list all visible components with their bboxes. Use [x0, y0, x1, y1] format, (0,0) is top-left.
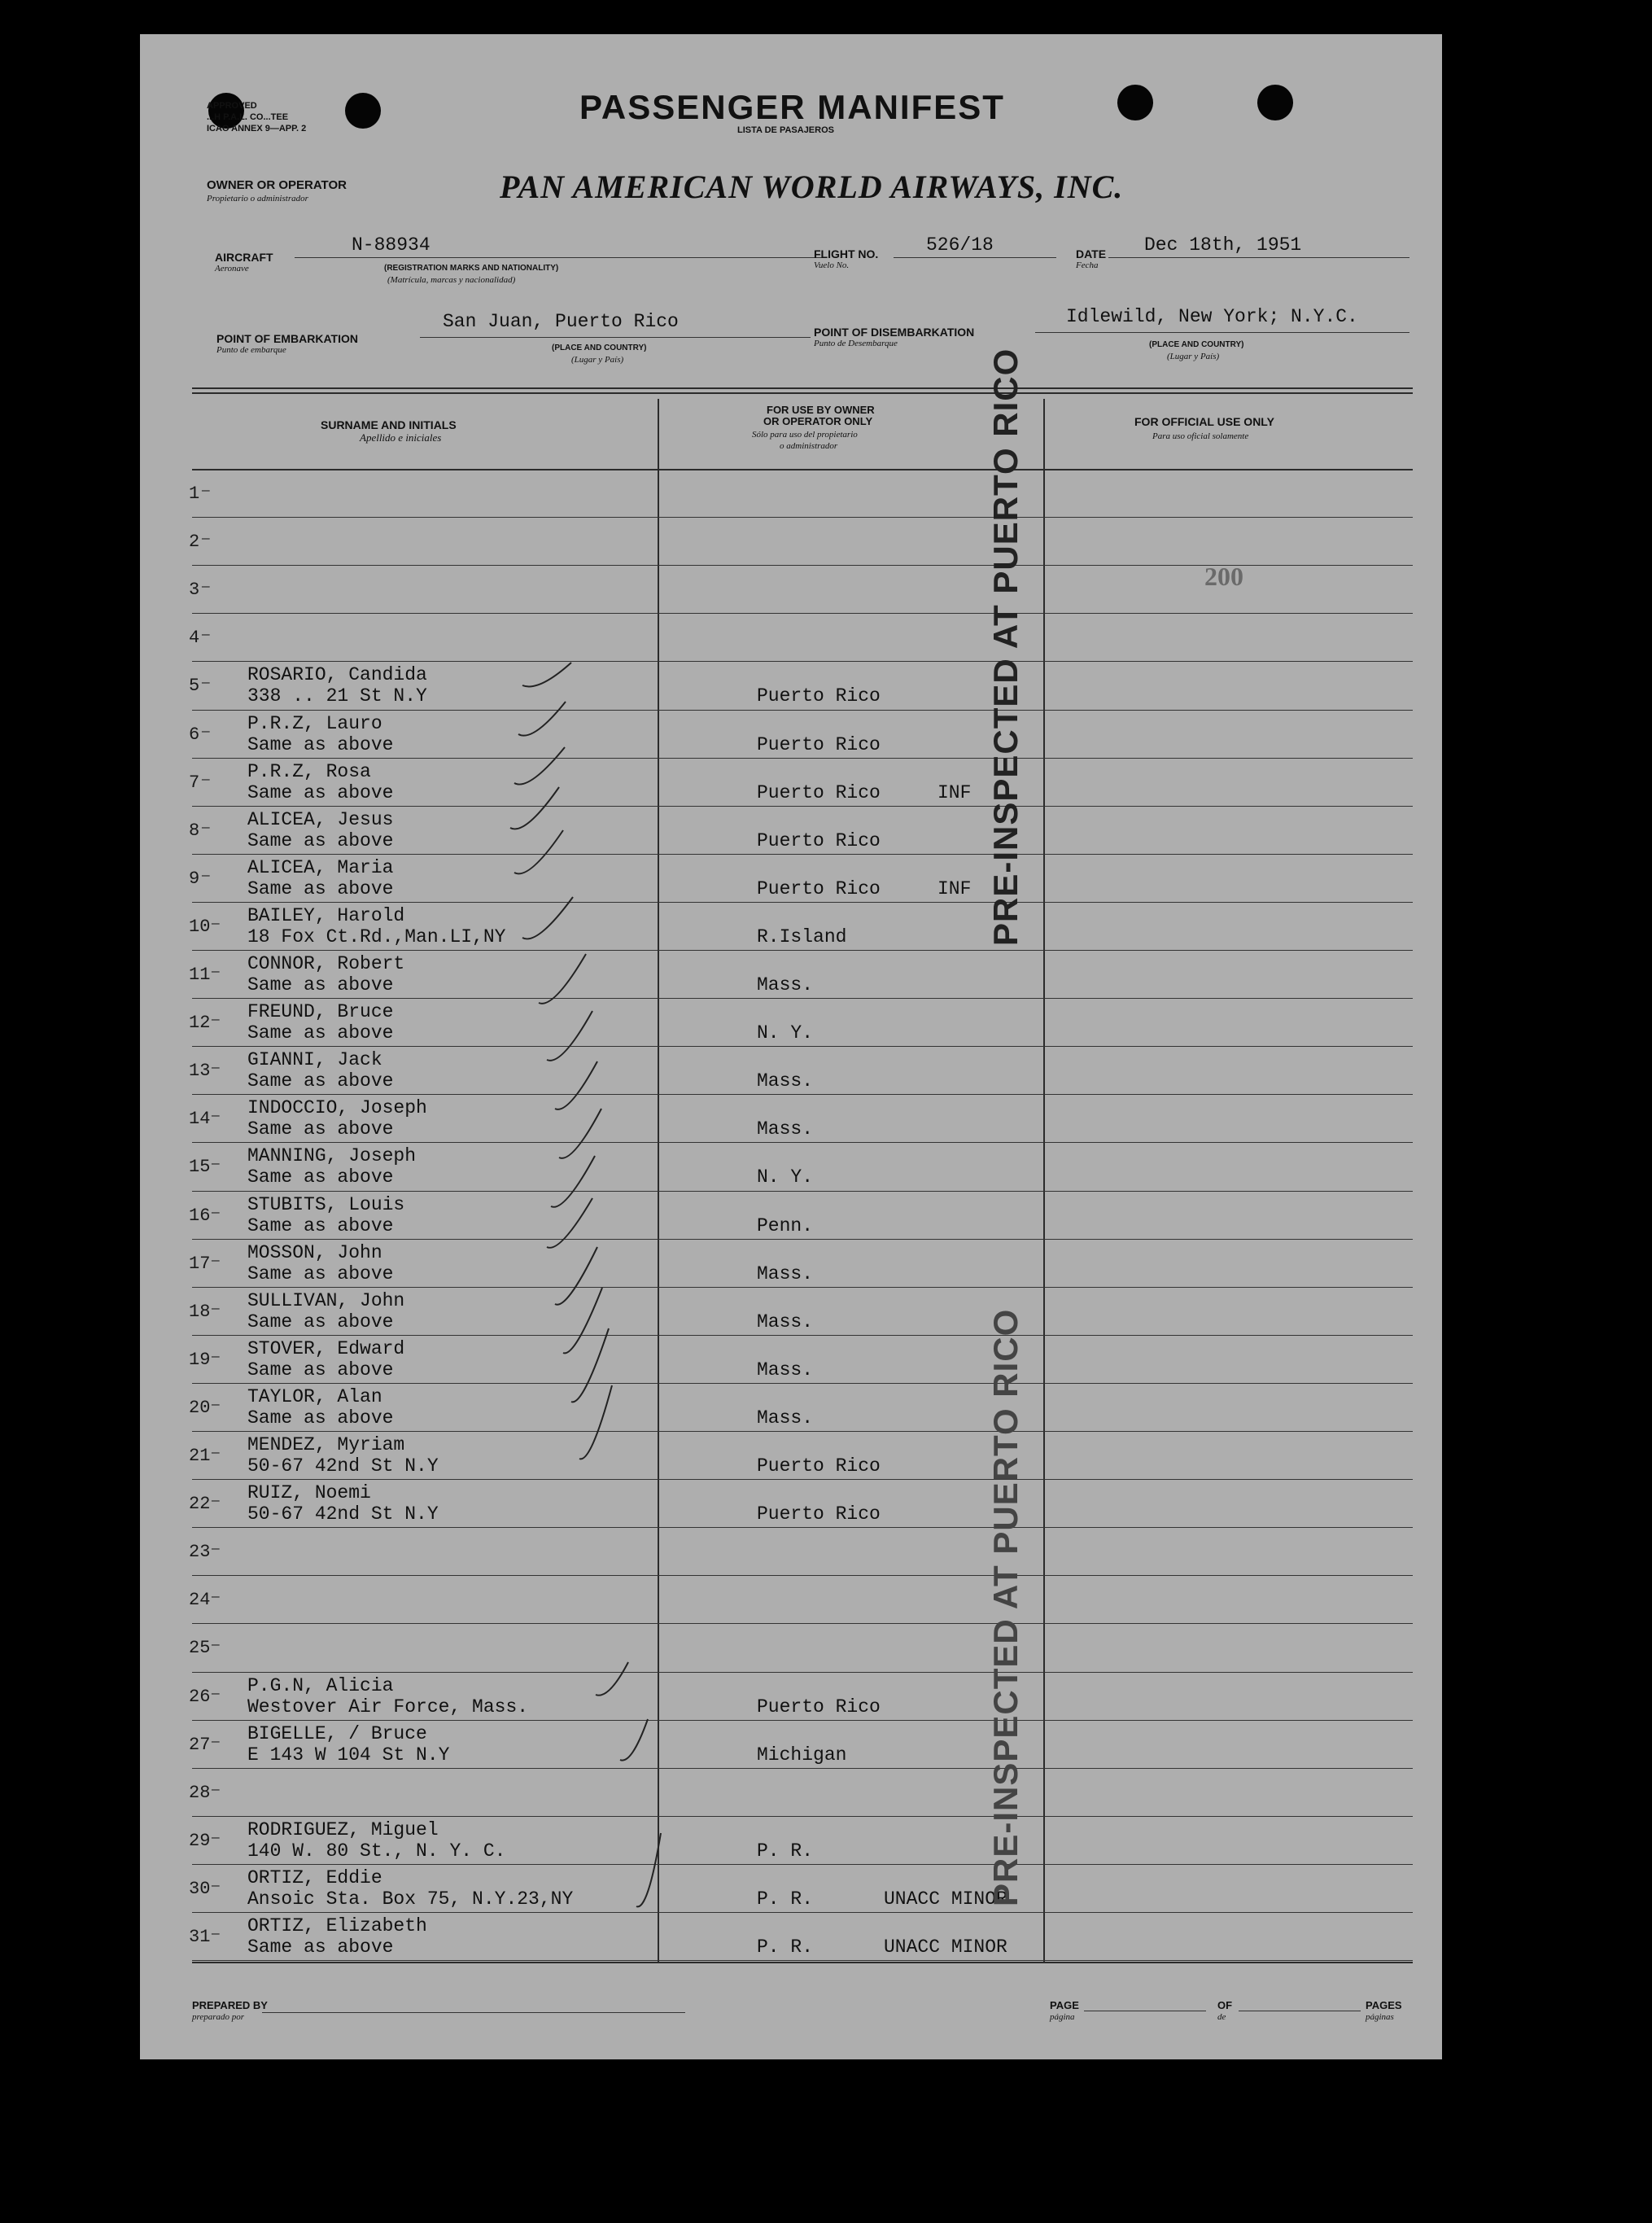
row-number: 28: [189, 1782, 211, 1803]
official-mark: 200: [1204, 562, 1243, 591]
row-number: 23: [189, 1542, 211, 1563]
embarkation-place-note-es: (Lugar y País): [571, 355, 624, 365]
row-number-dash: —: [212, 1349, 220, 1364]
page-title: PASSENGER MANIFEST: [579, 88, 1005, 126]
row-number: 10: [189, 916, 211, 937]
passenger-name: CONNOR, Robert: [247, 953, 405, 974]
passenger-name: GIANNI, Jack: [247, 1049, 382, 1071]
operator-note: INF: [937, 781, 972, 803]
passenger-address: Same as above: [247, 1359, 394, 1381]
operator-use-value: Penn.: [757, 1214, 814, 1236]
row-number-dash: —: [212, 1157, 220, 1172]
passenger-address: 18 Fox Ct.Rd.,Man.LI,NY: [247, 926, 506, 947]
row-number: 30: [189, 1878, 211, 1899]
row-number-dash: —: [212, 1061, 220, 1076]
embarkation-label-es: Punto de embarque: [216, 345, 286, 355]
operator-use-value: Mass.: [757, 974, 814, 996]
column-header-owner-2: OR OPERATOR ONLY: [763, 415, 873, 427]
passenger-name: MANNING, Joseph: [247, 1145, 417, 1167]
column-header-surname: SURNAME AND INITIALS: [321, 418, 457, 431]
row-number-dash: —: [212, 1590, 220, 1605]
checkmarks: [140, 34, 1442, 2059]
row-number: 15: [189, 1157, 211, 1178]
owner-label-es: Propietario o administrador: [207, 194, 308, 203]
passenger-address: Same as above: [247, 1214, 394, 1236]
passenger-address: Same as above: [247, 733, 394, 755]
passenger-name: ALICEA, Jesus: [247, 808, 394, 830]
row-number: 21: [189, 1446, 211, 1466]
row-number-dash: —: [212, 1542, 220, 1557]
row-number-dash: —: [212, 1446, 220, 1460]
passenger-name: ROSARIO, Candida: [247, 664, 427, 686]
passenger-address: Same as above: [247, 1118, 394, 1140]
pages-label-es: páginas: [1366, 2012, 1394, 2022]
row-number: 14: [189, 1109, 211, 1130]
column-header-owner-es-2: o administrador: [780, 441, 838, 451]
flight-label-es: Vuelo No.: [814, 260, 850, 270]
registration-note: (REGISTRATION MARKS AND NATIONALITY): [384, 264, 559, 273]
embarkation-place-note: (PLACE AND COUNTRY): [552, 344, 647, 352]
passenger-name: BAILEY, Harold: [247, 904, 405, 926]
row-number-dash: —: [212, 1301, 220, 1316]
row-number: 27: [189, 1734, 211, 1755]
row-number-dash: —: [202, 868, 210, 883]
passenger-address: Same as above: [247, 1070, 394, 1092]
column-header-owner-1: FOR USE BY OWNER: [767, 404, 875, 416]
embarkation-value: San Juan, Puerto Rico: [443, 311, 679, 332]
passenger-name: RODRIGUEZ, Miguel: [247, 1818, 439, 1840]
row-number-dash: —: [202, 580, 210, 595]
passenger-address: E 143 W 104 St N.Y: [247, 1744, 450, 1766]
row-number: 25: [189, 1638, 211, 1659]
row-number: 11: [189, 965, 211, 985]
row-number: 19: [189, 1349, 211, 1370]
passenger-address: 50-67 42nd St N.Y: [247, 1503, 439, 1525]
passenger-name: TAYLOR, Alan: [247, 1385, 382, 1407]
operator-use-value: Puerto Rico: [757, 829, 881, 851]
of-label-es: de: [1217, 2012, 1226, 2022]
passenger-name: ORTIZ, Elizabeth: [247, 1915, 427, 1936]
passenger-address: Westover Air Force, Mass.: [247, 1696, 529, 1718]
flight-label: FLIGHT NO.: [814, 247, 879, 260]
operator-use-value: Mass.: [757, 1070, 814, 1092]
column-header-official: FOR OFFICIAL USE ONLY: [1134, 415, 1274, 428]
row-number: 8: [189, 820, 200, 841]
date-value: Dec 18th, 1951: [1144, 234, 1302, 256]
row-number-dash: —: [212, 1734, 220, 1749]
row-number: 22: [189, 1494, 211, 1515]
operator-use-value: Puerto Rico: [757, 685, 881, 707]
passenger-address: Same as above: [247, 1936, 394, 1958]
row-number-dash: —: [212, 1205, 220, 1220]
operator-use-value: P. R.: [757, 1840, 814, 1862]
page-label: PAGE: [1050, 1999, 1079, 2011]
operator-note: UNACC MINOR: [884, 1888, 1007, 1910]
row-number-dash: —: [202, 484, 210, 498]
row-number: 13: [189, 1061, 211, 1082]
column-header-surname-es: Apellido e iniciales: [360, 431, 442, 444]
passenger-address: Same as above: [247, 1407, 394, 1429]
operator-use-value: N. Y.: [757, 1166, 814, 1188]
row-number-dash: —: [212, 1397, 220, 1412]
row-number: 29: [189, 1830, 211, 1851]
row-number: 9: [189, 868, 200, 889]
operator-use-value: Mass.: [757, 1407, 814, 1429]
row-number: 6: [189, 724, 200, 745]
passenger-address: Same as above: [247, 781, 394, 803]
passenger-name: INDOCCIO, Joseph: [247, 1097, 427, 1119]
row-number-dash: —: [202, 676, 210, 691]
row-number: 31: [189, 1927, 211, 1947]
row-number-dash: —: [202, 772, 210, 787]
passenger-name: P.R.Z, Lauro: [247, 712, 382, 734]
prepared-by-label: PREPARED BY: [192, 1999, 268, 2011]
manifest-page: [140, 34, 1442, 2059]
approved-line-1: APPROVED: [207, 101, 257, 111]
disembarkation-label: POINT OF DISEMBARKATION: [814, 326, 975, 339]
row-number-dash: —: [202, 724, 210, 739]
operator-use-value: Puerto Rico: [757, 781, 881, 803]
row-number-dash: —: [212, 965, 220, 979]
operator-use-value: Puerto Rico: [757, 1455, 881, 1477]
row-number-dash: —: [212, 1253, 220, 1268]
row-number-dash: —: [212, 1109, 220, 1124]
operator-use-value: R.Island: [757, 926, 847, 947]
passenger-address: Same as above: [247, 1311, 394, 1332]
of-label: OF: [1217, 1999, 1233, 2011]
row-number-dash: —: [212, 1638, 220, 1653]
passenger-address: Same as above: [247, 1166, 394, 1188]
operator-use-value: Puerto Rico: [757, 1503, 881, 1525]
operator-use-value: Mass.: [757, 1359, 814, 1381]
aircraft-value: N-88934: [352, 234, 430, 256]
operator-use-value: Puerto Rico: [757, 1696, 881, 1718]
passenger-name: FREUND, Bruce: [247, 1001, 394, 1023]
operator-note: INF: [937, 877, 972, 899]
passenger-address: 338 .. 21 St N.Y: [247, 685, 427, 707]
passenger-address: Ansoic Sta. Box 75, N.Y.23,NY: [247, 1888, 574, 1910]
row-number: 18: [189, 1301, 211, 1322]
preinspected-stamp-lower: PRE-INSPECTED AT PUERTO RICO: [986, 1308, 1025, 1906]
row-number: 2: [189, 532, 200, 553]
owner-label: OWNER OR OPERATOR: [207, 178, 347, 192]
page-label-es: página: [1050, 2012, 1075, 2022]
operator-use-value: Puerto Rico: [757, 877, 881, 899]
row-number-dash: —: [212, 1494, 220, 1509]
passenger-address: 140 W. 80 St., N. Y. C.: [247, 1840, 506, 1862]
preinspected-stamp-upper: PRE-INSPECTED AT PUERTO RICO: [986, 348, 1025, 946]
page-title-es: LISTA DE PASAJEROS: [737, 125, 834, 135]
operator-use-value: Mass.: [757, 1118, 814, 1140]
operator-use-value: Mass.: [757, 1262, 814, 1284]
embarkation-label: POINT OF EMBARKATION: [216, 332, 358, 345]
passenger-name: P.G.N, Alicia: [247, 1674, 394, 1696]
pages-label: PAGES: [1366, 1999, 1402, 2011]
disembarkation-label-es: Punto de Desembarque: [814, 339, 898, 348]
disembarkation-place-note: (PLACE AND COUNTRY): [1149, 340, 1244, 349]
row-number-dash: —: [202, 628, 210, 643]
prepared-by-label-es: preparado por: [192, 2012, 245, 2022]
passenger-name: ALICEA, Maria: [247, 856, 394, 878]
approved-line-3: ICAO ANNEX 9—APP. 2: [207, 124, 307, 133]
date-label: DATE: [1076, 247, 1107, 260]
row-number-dash: —: [202, 532, 210, 547]
row-number-dash: —: [212, 1013, 220, 1028]
operator-use-value: P. R.: [757, 1936, 814, 1958]
row-number: 3: [189, 580, 200, 601]
operator-name: PAN AMERICAN WORLD AIRWAYS, INC.: [500, 168, 1124, 205]
operator-note: UNACC MINOR: [884, 1936, 1007, 1958]
column-header-official-es: Para uso oficial solamente: [1152, 431, 1249, 441]
row-number: 7: [189, 772, 200, 793]
passenger-name: SULLIVAN, John: [247, 1289, 405, 1311]
aircraft-label-es: Aeronave: [215, 264, 249, 273]
registration-note-es: (Matrícula, marcas y nacionalidad): [387, 275, 516, 285]
row-number: 5: [189, 676, 200, 697]
flight-value: 526/18: [926, 234, 994, 256]
row-number: 26: [189, 1686, 211, 1707]
passenger-address: Same as above: [247, 1262, 394, 1284]
approved-line-2: ...H P.A.L. CO...TEE: [207, 112, 289, 122]
passenger-name: BIGELLE, / Bruce: [247, 1722, 427, 1744]
disembarkation-value: Idlewild, New York; N.Y.C.: [1066, 306, 1358, 327]
date-label-es: Fecha: [1076, 260, 1099, 270]
passenger-name: P.R.Z, Rosa: [247, 760, 371, 782]
passenger-name: MENDEZ, Myriam: [247, 1434, 405, 1455]
passenger-address: Same as above: [247, 1022, 394, 1044]
passenger-name: ORTIZ, Eddie: [247, 1866, 382, 1888]
disembarkation-place-note-es: (Lugar y País): [1167, 352, 1220, 361]
passenger-name: STUBITS, Louis: [247, 1193, 405, 1215]
row-number: 20: [189, 1397, 211, 1418]
operator-use-value: P. R.: [757, 1888, 814, 1910]
passenger-address: Same as above: [247, 877, 394, 899]
row-number-dash: —: [212, 1878, 220, 1893]
row-number: 16: [189, 1205, 211, 1226]
row-number: 1: [189, 484, 200, 504]
passenger-name: RUIZ, Noemi: [247, 1482, 371, 1504]
row-number-dash: —: [212, 1686, 220, 1701]
row-number-dash: —: [212, 1927, 220, 1941]
operator-use-value: N. Y.: [757, 1022, 814, 1044]
column-header-owner-es-1: Sólo para uso del propietario: [752, 430, 858, 440]
row-number: 24: [189, 1590, 211, 1611]
row-number-dash: —: [202, 820, 210, 835]
row-number: 12: [189, 1013, 211, 1034]
operator-use-value: Michigan: [757, 1744, 847, 1766]
row-number: 17: [189, 1253, 211, 1274]
passenger-name: MOSSON, John: [247, 1241, 382, 1263]
operator-use-value: Puerto Rico: [757, 733, 881, 755]
passenger-address: 50-67 42nd St N.Y: [247, 1455, 439, 1477]
aircraft-label: AIRCRAFT: [215, 251, 273, 264]
row-number-dash: —: [212, 1830, 220, 1845]
row-number-dash: —: [212, 1782, 220, 1797]
operator-use-value: Mass.: [757, 1311, 814, 1332]
passenger-address: Same as above: [247, 829, 394, 851]
passenger-address: Same as above: [247, 974, 394, 996]
row-number-dash: —: [212, 916, 220, 931]
row-number: 4: [189, 628, 200, 649]
passenger-name: STOVER, Edward: [247, 1337, 405, 1359]
